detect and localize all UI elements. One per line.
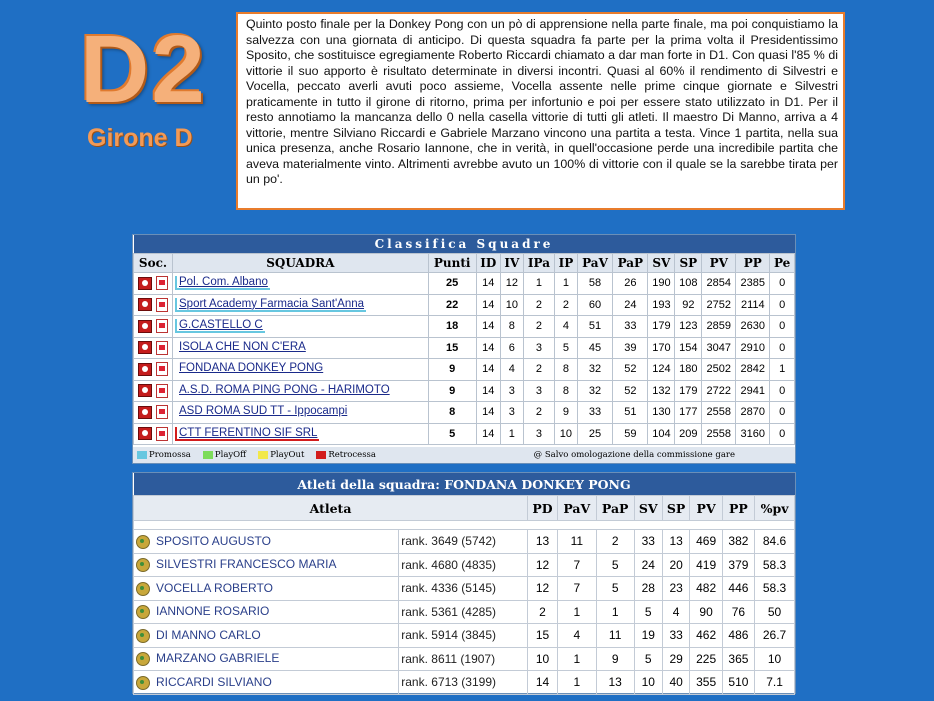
athlete-stat-cell: 2 [596,530,634,554]
athlete-stat-cell: 7.1 [755,671,795,695]
team-cell [173,359,429,381]
athletes-col-header: Atleta [134,496,528,521]
athlete-stat-cell: 12 [528,577,558,601]
athlete-name-cell [134,647,399,671]
standings-cell: 1 [555,273,578,295]
team-cell [173,380,429,402]
standings-cell: 14 [476,359,500,381]
standings-col-header: IPa [523,254,554,273]
team-status-marker [175,362,325,376]
team-link[interactable]: ISOLA CHE NON C'ERA [179,340,306,353]
athlete-stat-cell: 84.6 [755,530,795,554]
athlete-stat-cell: 1 [558,647,597,671]
athlete-name-cell [134,671,399,695]
athlete-stat-cell: 33 [662,624,690,648]
athlete-stat-cell: 2 [528,600,558,624]
athlete-row [134,671,795,695]
athlete-stat-cell: 5 [596,553,634,577]
soc-cell [134,294,173,316]
athlete-row [134,647,795,671]
team-cell [173,337,429,359]
team-status-marker [175,427,319,441]
soc-cell [134,337,173,359]
team-link[interactable]: CTT FERENTINO SIF SRL [179,426,318,439]
athletes-body [134,530,795,695]
athlete-rank: rank. 4680 (4835) [399,553,528,577]
standings-cell: 52 [613,380,648,402]
athlete-stat-cell: 9 [596,647,634,671]
legend-swatch [316,451,326,459]
athlete-stat-cell: 5 [596,577,634,601]
standings-row [134,423,795,445]
legend-item [203,450,246,460]
athletes-col-header: %pv [755,496,795,521]
athlete-stat-cell: 355 [690,671,722,695]
standings-cell: 2910 [736,337,770,359]
athlete-name-cell [134,553,399,577]
standings-title: Classifica Squadre [134,235,795,254]
athlete-stat-cell: 1 [558,671,597,695]
standings-cell: 2114 [736,294,770,316]
standings-col-header: PP [736,254,770,273]
team-status-marker [175,384,392,398]
pdf-icon[interactable] [156,298,168,312]
athlete-name-link[interactable]: MARZANO GABRIELE [156,651,280,666]
pdf-icon[interactable] [156,384,168,398]
club-info-icon[interactable] [138,427,152,440]
standings-cell: 25 [428,273,476,295]
athletes-col-header: PaV [558,496,597,521]
standings-row [134,402,795,424]
soc-cell [134,316,173,338]
team-status-marker [175,405,349,419]
athlete-stat-cell: 482 [690,577,722,601]
athlete-stat-cell: 11 [596,624,634,648]
standings-col-header: PV [702,254,736,273]
medal-icon [136,558,150,572]
standings-col-header: PaP [613,254,648,273]
team-link[interactable]: Pol. Com. Albano [179,276,268,289]
standings-cell: 154 [675,337,702,359]
athlete-stat-cell: 4 [662,600,690,624]
standings-cell: 123 [675,316,702,338]
athlete-stat-cell: 14 [528,671,558,695]
standings-cell: 25 [577,423,613,445]
standings-col-header: SP [675,254,702,273]
athlete-stat-cell: 469 [690,530,722,554]
legend-item [258,450,304,460]
standings-cell: 2854 [702,273,736,295]
athlete-row [134,530,795,554]
athlete-stat-cell: 90 [690,600,722,624]
standings-cell: 9 [428,359,476,381]
standings-cell: 2 [555,294,578,316]
standings-row [134,359,795,381]
athlete-stat-cell: 462 [690,624,722,648]
athlete-stat-cell: 12 [528,553,558,577]
standings-col-header: IP [555,254,578,273]
team-link[interactable]: Sport Academy Farmacia Sant'Anna [179,297,365,310]
athlete-stat-cell: 419 [690,553,722,577]
athletes-title: Atleti della squadra: FONDANA DONKEY PONG [134,473,795,496]
standings-cell: 51 [577,316,613,338]
standings-legend [133,447,795,463]
standings-row [134,294,795,316]
team-status-marker [175,276,270,290]
athlete-stat-cell: 58.3 [755,577,795,601]
soc-cell [134,402,173,424]
standings-cell: 33 [577,402,613,424]
athlete-stat-cell: 225 [690,647,722,671]
standings-row [134,380,795,402]
legend-items [137,450,388,460]
standings-cell: 1 [770,359,795,381]
standings-cell: 60 [577,294,613,316]
team-cell [173,316,429,338]
standings-cell: 10 [555,423,578,445]
athlete-stat-cell: 50 [755,600,795,624]
athlete-rank: rank. 5914 (3845) [399,624,528,648]
legend-label: Promossa [149,450,191,460]
team-link[interactable]: ASD ROMA SUD TT - Ippocampi [179,405,348,418]
team-cell [173,402,429,424]
team-cell [173,423,429,445]
athlete-rank: rank. 5361 (4285) [399,600,528,624]
pdf-icon[interactable] [156,319,168,333]
standings-cell: 170 [648,337,675,359]
team-cell [173,273,429,295]
athlete-rank: rank. 3649 (5742) [399,530,528,554]
legend-note: @ Salvo omologazione della commissione gare [533,450,735,460]
standings-cell: 14 [476,380,500,402]
athlete-name-link[interactable]: SPOSITO AUGUSTO [156,533,271,548]
pdf-icon[interactable] [156,276,168,290]
standings-cell: 5 [428,423,476,445]
standings-col-header: Soc. [134,254,173,273]
standings-cell: 190 [648,273,675,295]
standings-cell: 10 [500,294,523,316]
athlete-stat-cell: 29 [662,647,690,671]
standings-row [134,273,795,295]
standings-cell: 124 [648,359,675,381]
standings-cell: 0 [770,380,795,402]
standings-cell: 51 [613,402,648,424]
standings-cell: 0 [770,337,795,359]
standings-cell: 3160 [736,423,770,445]
athlete-stat-cell: 10 [634,671,662,695]
standings-cell: 8 [428,402,476,424]
standings-cell: 108 [675,273,702,295]
standings-cell: 14 [476,316,500,338]
legend-label: Retrocessa [328,450,376,460]
athlete-stat-cell: 15 [528,624,558,648]
page-title: D2 [80,16,207,123]
standings-cell: 33 [613,316,648,338]
athlete-stat-cell: 58.3 [755,553,795,577]
athlete-stat-cell: 33 [634,530,662,554]
standings-cell: 2722 [702,380,736,402]
athlete-row [134,624,795,648]
athlete-stat-cell: 4 [558,624,597,648]
standings-cell: 3047 [702,337,736,359]
athlete-row [134,600,795,624]
athlete-stat-cell: 1 [596,600,634,624]
standings-cell: 179 [648,316,675,338]
standings-cell: 18 [428,316,476,338]
standings-col-header: SQUADRA [173,254,429,273]
standings-cell: 45 [577,337,613,359]
athlete-stat-cell: 510 [722,671,754,695]
standings-cell: 2 [523,402,554,424]
standings-col-header: ID [476,254,500,273]
standings-cell: 0 [770,273,795,295]
standings-col-header: PaV [577,254,613,273]
athlete-stat-cell: 28 [634,577,662,601]
standings-cell: 4 [500,359,523,381]
athlete-stat-cell: 7 [558,553,597,577]
standings-cell: 0 [770,316,795,338]
pdf-icon[interactable] [156,427,168,441]
standings-cell: 2859 [702,316,736,338]
standings-cell: 2752 [702,294,736,316]
standings-cell: 177 [675,402,702,424]
athletes-col-header: PP [722,496,754,521]
legend-item [316,450,376,460]
athletes-panel [132,472,796,694]
standings-cell: 2385 [736,273,770,295]
standings-cell: 32 [577,359,613,381]
standings-table [133,235,795,445]
standings-col-header: SV [648,254,675,273]
standings-cell: 4 [555,316,578,338]
club-info-icon[interactable] [138,298,152,311]
athletes-col-header: PV [690,496,722,521]
standings-cell: 2 [523,316,554,338]
club-info-icon[interactable] [138,406,152,419]
standings-cell: 3 [523,337,554,359]
medal-icon [136,652,150,666]
athlete-row [134,553,795,577]
athlete-name-cell [134,600,399,624]
athlete-row [134,577,795,601]
team-cell [173,294,429,316]
standings-cell: 9 [428,380,476,402]
standings-cell: 15 [428,337,476,359]
standings-cell: 3 [523,380,554,402]
commentary-text: Quinto posto finale per la Donkey Pong con un pò di apprensione nella parte finale, ma poi conquistiamo la salvezza con una giornata di anticipo. Di questa squadra fa parte per la prima volta il Presidentissimo Sposito, che sostituisce egregiamente Roberto Riccardi chiamato a dar man forte in D1. Con quasi l'85 % di vittorie il suo apporto è risultato determinate in diversi incontri. Quasi al 60% il rendimento di Silvestri e Vocella, peccato averli avuti poco assieme, Vocella assente nelle prime cinque giornate e Silvestri praticamente in tutto il girone di ritorno, prima per infortunio e poi per essere stato utilizzato in D1. Per il resto annotiamo la mancanza dello 0 nella casella vittorie di tutti gli atleti. Il maestro Di Manno, arriva a 4 vittorie, mentre Silviano Riccardi e Gabriele Marzano vincono una partita a testa. Vince 1 partita, nella sua unica presenza, anche Rosario Iannone, che in verità, in quell'occasione perde una incredibile partita che aveva materialmente vinto. Altrimenti avrebbe avuto un 100% di vittorie con il quale se la sarebbe tirata per un po'. [236,12,845,210]
athlete-stat-cell: 19 [634,624,662,648]
team-status-marker [175,319,265,333]
standings-cell: 58 [577,273,613,295]
standings-cell: 180 [675,359,702,381]
athlete-stat-cell: 5 [634,600,662,624]
athletes-col-header: SV [634,496,662,521]
standings-cell: 14 [476,337,500,359]
club-info-icon[interactable] [138,277,152,290]
standings-cell: 14 [476,423,500,445]
legend-label: PlayOut [270,450,305,460]
athlete-stat-cell: 11 [558,530,597,554]
standings-cell: 3 [500,402,523,424]
standings-panel [132,234,796,464]
standings-cell: 209 [675,423,702,445]
standings-cell: 2502 [702,359,736,381]
standings-cell: 22 [428,294,476,316]
club-info-icon[interactable] [138,341,152,354]
standings-body [134,273,795,445]
athlete-name-cell [134,624,399,648]
athlete-stat-cell: 7 [558,577,597,601]
soc-cell [134,423,173,445]
team-status-marker [175,298,366,312]
page-subtitle: Girone D [87,124,193,152]
standings-header-row [134,254,795,273]
standings-cell: 14 [476,402,500,424]
athletes-col-header: PD [528,496,558,521]
athletes-col-header: PaP [596,496,634,521]
standings-cell: 1 [500,423,523,445]
legend-swatch [258,451,268,459]
athlete-stat-cell: 40 [662,671,690,695]
standings-cell: 6 [500,337,523,359]
athlete-stat-cell: 486 [722,624,754,648]
standings-cell: 2558 [702,402,736,424]
athlete-stat-cell: 13 [596,671,634,695]
standings-cell: 2630 [736,316,770,338]
athlete-name-link[interactable]: IANNONE ROSARIO [156,604,270,619]
team-link[interactable]: FONDANA DONKEY PONG [179,362,324,375]
athlete-stat-cell: 13 [528,530,558,554]
standings-cell: 132 [648,380,675,402]
standings-cell: 8 [555,380,578,402]
athlete-name-link[interactable]: VOCELLA ROBERTO [156,580,273,595]
medal-icon [136,535,150,549]
legend-swatch [203,451,213,459]
athlete-name-link[interactable]: RICCARDI SILVIANO [156,674,272,689]
standings-cell: 14 [476,273,500,295]
standings-cell: 8 [500,316,523,338]
athlete-stat-cell: 76 [722,600,754,624]
medal-icon [136,605,150,619]
team-link[interactable]: G.CASTELLO C [179,319,263,332]
athlete-rank: rank. 4336 (5145) [399,577,528,601]
team-status-marker [175,341,308,355]
standings-cell: 130 [648,402,675,424]
standings-cell: 5 [555,337,578,359]
standings-cell: 104 [648,423,675,445]
standings-cell: 2870 [736,402,770,424]
athlete-stat-cell: 1 [558,600,597,624]
standings-cell: 0 [770,423,795,445]
pdf-icon[interactable] [156,341,168,355]
athletes-header-row [134,496,795,521]
athlete-rank: rank. 6713 (3199) [399,671,528,695]
athlete-stat-cell: 365 [722,647,754,671]
athletes-table [133,473,795,695]
legend-swatch [137,451,147,459]
athlete-stat-cell: 446 [722,577,754,601]
athlete-stat-cell: 10 [755,647,795,671]
standings-row [134,316,795,338]
medal-icon [136,676,150,690]
soc-cell [134,359,173,381]
athlete-rank: rank. 8611 (1907) [399,647,528,671]
standings-col-header: Pe [770,254,795,273]
standings-cell: 3 [500,380,523,402]
standings-cell: 92 [675,294,702,316]
legend-label: PlayOff [214,450,247,460]
athlete-name-link[interactable]: DI MANNO CARLO [156,627,261,642]
standings-col-header: Punti [428,254,476,273]
standings-cell: 12 [500,273,523,295]
standings-cell: 52 [613,359,648,381]
standings-cell: 9 [555,402,578,424]
standings-cell: 179 [675,380,702,402]
standings-cell: 1 [523,273,554,295]
standings-cell: 2558 [702,423,736,445]
standings-cell: 193 [648,294,675,316]
team-link[interactable]: A.S.D. ROMA PING PONG - HARIMOTO [179,383,390,396]
standings-cell: 32 [577,380,613,402]
pdf-icon[interactable] [156,405,168,419]
club-info-icon[interactable] [138,363,152,376]
athlete-stat-cell: 24 [634,553,662,577]
athlete-stat-cell: 5 [634,647,662,671]
athlete-stat-cell: 10 [528,647,558,671]
athlete-name-cell [134,530,399,554]
standings-cell: 8 [555,359,578,381]
soc-cell [134,273,173,295]
athlete-name-link[interactable]: SILVESTRI FRANCESCO MARIA [156,557,337,572]
medal-icon [136,582,150,596]
standings-cell: 14 [476,294,500,316]
standings-cell: 26 [613,273,648,295]
club-info-icon[interactable] [138,320,152,333]
club-info-icon[interactable] [138,384,152,397]
standings-cell: 39 [613,337,648,359]
standings-cell: 2842 [736,359,770,381]
standings-cell: 59 [613,423,648,445]
soc-cell [134,380,173,402]
standings-cell: 3 [523,423,554,445]
standings-cell: 0 [770,402,795,424]
athlete-stat-cell: 23 [662,577,690,601]
standings-cell: 0 [770,294,795,316]
legend-item [137,450,191,460]
standings-row [134,337,795,359]
standings-cell: 2941 [736,380,770,402]
medal-icon [136,629,150,643]
standings-cell: 24 [613,294,648,316]
athletes-col-header: SP [662,496,690,521]
athlete-stat-cell: 382 [722,530,754,554]
athlete-stat-cell: 13 [662,530,690,554]
standings-cell: 2 [523,294,554,316]
standings-cell: 2 [523,359,554,381]
athlete-stat-cell: 379 [722,553,754,577]
athlete-stat-cell: 26.7 [755,624,795,648]
pdf-icon[interactable] [156,362,168,376]
standings-col-header: IV [500,254,523,273]
athlete-name-cell [134,577,399,601]
athlete-stat-cell: 20 [662,553,690,577]
